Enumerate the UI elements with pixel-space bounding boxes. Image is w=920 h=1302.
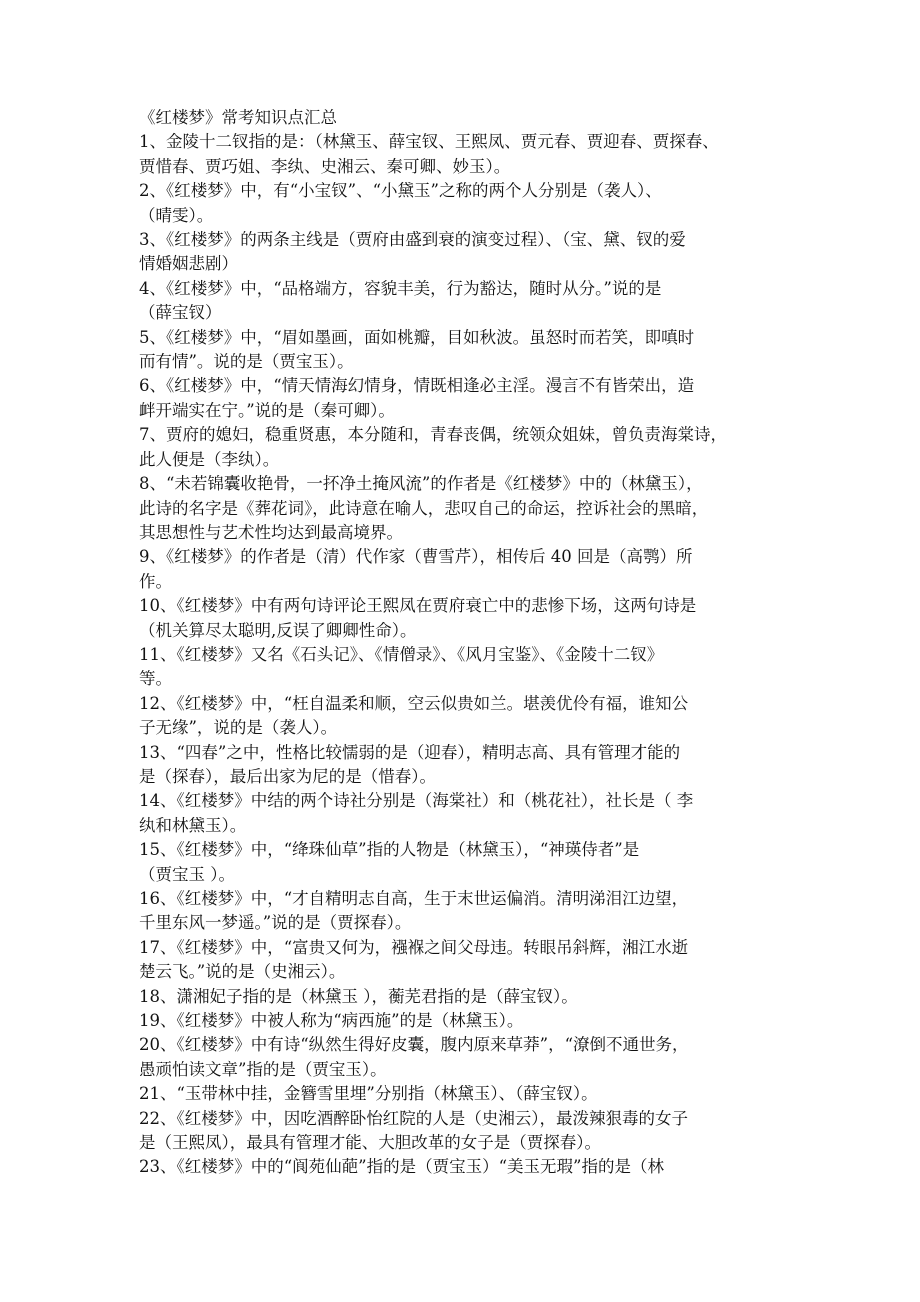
list-item-line: 7、贾府的媳妇，稳重贤惠，本分随和，青春丧偶，统领众姐妹，曾负责海棠诗， xyxy=(139,425,727,445)
list-item xyxy=(139,1009,799,1033)
list-item xyxy=(139,326,799,375)
list-item xyxy=(139,838,799,887)
list-item-line: （薛宝钗） xyxy=(139,303,222,323)
list-item-line: 14、《红楼梦》中结的两个诗社分别是（海棠社）和（桃花社），社长是（ 李 xyxy=(139,791,694,811)
list-item-line: 18、潇湘妃子指的是（林黛玉 ），蘅芜君指的是（薛宝钗）。 xyxy=(139,986,578,1006)
list-item-line: 22、《红楼梦》中，因吃酒醉卧怡红院的人是（史湘云），最泼辣狠毒的女子 xyxy=(139,1108,688,1128)
list-item-line: 纨和林黛玉）。 xyxy=(139,815,247,835)
list-item xyxy=(139,936,799,985)
list-item-line: 其思想性与艺术性均达到最高境界。 xyxy=(139,522,403,542)
list-item-line: 愚顽怕读文章”指的是（贾宝玉）。 xyxy=(139,1059,387,1079)
list-item-line: 11、《红楼梦》又名《石头记》、《情僧录》、《风月宝鉴》、《金陵十二钗》 xyxy=(139,644,664,664)
list-item-line: 贾惜春、贾巧姐、李纨、史湘云、秦可卿、妙玉）。 xyxy=(139,156,511,176)
list-item-line: 8、“未若锦囊收艳骨，一抔净土掩风流”的作者是《红楼梦》中的（林黛玉）， xyxy=(139,474,703,494)
list-item-line: 3、《红楼梦》的两条主线是（贾府由盛到衰的演变过程）、（宝、黛、钗的爱 xyxy=(139,230,686,250)
list-item-line: 13、“四春”之中，性格比较懦弱的是（迎春），精明志高、具有管理才能的 xyxy=(139,742,681,762)
list-item-line: （贾宝玉 ）。 xyxy=(139,864,235,884)
list-item-line: 21、“玉带林中挂，金簪雪里埋”分别指（林黛玉）、（薛宝钗）。 xyxy=(139,1084,598,1104)
list-item xyxy=(139,130,799,179)
list-item-line: 9、《红楼梦》的作者是（清）代作家（曹雪芹），相传后 40 回是（高鹗）所 xyxy=(139,547,693,567)
list-item xyxy=(139,423,799,472)
list-item-line: 等。 xyxy=(139,669,172,689)
list-item xyxy=(139,228,799,277)
list-item-line: 5、《红楼梦》中，“眉如墨画，面如桃瓣，目如秋波。虽怒时而若笑，即嗔时 xyxy=(139,327,695,347)
list-item xyxy=(139,1033,799,1082)
list-item xyxy=(139,1082,799,1106)
list-item xyxy=(139,594,799,643)
list-item-line: 19、《红楼梦》中被人称为“病西施”的是（林黛玉）。 xyxy=(139,1011,524,1031)
list-item-line: 衅开端实在宁。”说的是（秦可卿）。 xyxy=(139,400,395,420)
list-item-line: 12、《红楼梦》中，“枉自温柔和顺，空云似贵如兰。堪羡优伶有福，谁知公 xyxy=(139,693,689,713)
list-item xyxy=(139,741,799,790)
list-item-line: 20、《红楼梦》中有诗“纵然生得好皮囊，腹内原来草莽”，“潦倒不通世务， xyxy=(139,1035,689,1055)
list-item xyxy=(139,545,799,594)
knowledge-list xyxy=(139,130,799,1179)
list-item xyxy=(139,1107,799,1156)
list-item-line: 4、《红楼梦》中，“品格端方，容貌丰美，行为豁达，随时从分。”说的是 xyxy=(139,278,662,298)
list-item-line: 2、《红楼梦》中，有“小宝钗”、“小黛玉”之称的两个人分别是（袭人）、 xyxy=(139,181,662,201)
list-item-line: （机关算尽太聪明,反误了卿卿性命）。 xyxy=(139,620,417,640)
list-item xyxy=(139,1155,799,1179)
list-item-line: 情婚姻悲剧） xyxy=(139,254,238,274)
list-item-line: （晴雯）。 xyxy=(139,205,214,225)
document-page xyxy=(139,106,799,1180)
list-item-line: 1、金陵十二钗指的是：（林黛玉、薛宝钗、王熙凤、贾元春、贾迎春、贾探春、 xyxy=(139,132,719,152)
list-item xyxy=(139,472,799,545)
list-item-line: 此人便是（李纨）。 xyxy=(139,449,280,469)
list-item-line: 15、《红楼梦》中，“绛珠仙草”指的人物是（林黛玉），“神瑛侍者”是 xyxy=(139,840,640,860)
list-item-line: 是（探春），最后出家为尼的是（惜春）。 xyxy=(139,766,436,786)
list-item-line: 16、《红楼梦》中，“才自精明志自高，生于末世运偏消。清明涕泪江边望， xyxy=(139,889,689,908)
list-item-line: 是（王熙凤），最具有管理才能、大胆改革的女子是（贾探春）。 xyxy=(139,1133,601,1153)
list-item-line: 23、《红楼梦》中的“阆苑仙葩”指的是（贾宝玉）“美玉无瑕”指的是（林 xyxy=(139,1157,664,1177)
list-item xyxy=(139,692,799,741)
list-item xyxy=(139,985,799,1009)
list-item xyxy=(139,179,799,228)
list-item xyxy=(139,277,799,326)
list-item-line: 子无缘”，说的是（袭人）。 xyxy=(139,718,338,738)
list-item-line: 而有情”。说的是（贾宝玉）。 xyxy=(139,352,354,372)
list-item xyxy=(139,374,799,423)
document-title: 《红楼梦》常考知识点汇总 xyxy=(139,108,337,127)
list-item-line: 此诗的名字是《葬花词》，此诗意在喻人，悲叹自己的命运，控诉社会的黑暗， xyxy=(139,498,709,518)
list-item xyxy=(139,887,799,936)
list-item-line: 千里东风一梦遥。”说的是（贾探春）。 xyxy=(139,913,412,933)
list-item xyxy=(139,643,799,692)
list-item xyxy=(139,789,799,838)
list-item-line: 楚云飞。”说的是（史湘云）。 xyxy=(139,962,346,982)
list-item-line: 6、《红楼梦》中，“情天情海幻情身，情既相逢必主淫。漫言不有皆荣出，造 xyxy=(139,376,695,396)
list-item-line: 作。 xyxy=(139,571,172,591)
list-item-line: 10、《红楼梦》中有两句诗评论王熙凤在贾府衰亡中的悲惨下场，这两句诗是 xyxy=(139,596,697,616)
list-item-line: 17、《红楼梦》中，“富贵又何为，襁褓之间父母违。转眼吊斜辉，湘江水逝 xyxy=(139,937,689,957)
